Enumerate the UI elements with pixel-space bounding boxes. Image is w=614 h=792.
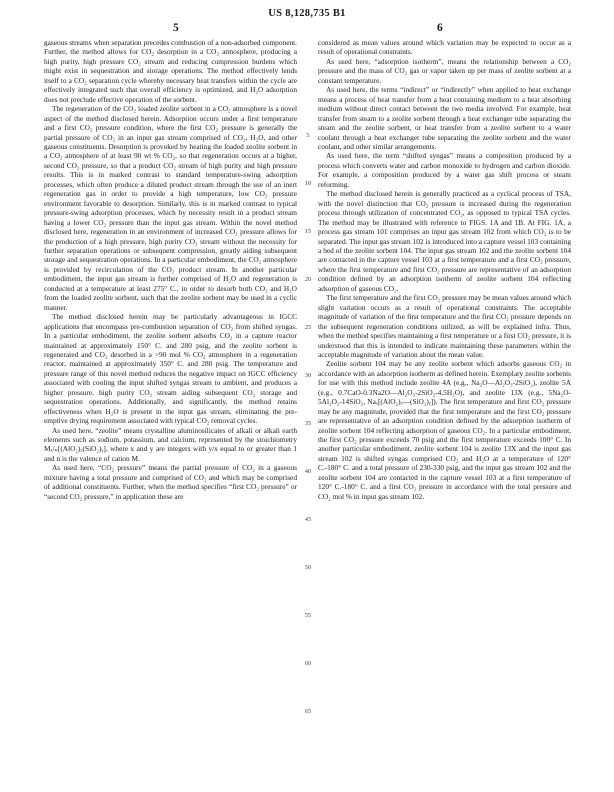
right-paragraph: The method disclosed herein is generally practiced as a cyclical process of TSA, with the novel distinction that CO₂ pressure is increased during the regeneration process through utilization of concentrated CO₂, as opposed to typical TSA cycles. The method may be illustrated with reference to FIGS. 1A and 1B. At FIG. 1A, a process gas stream 101 comprises an input gas stream 102 from which CO₂ is to be separated. The input gas stream 102 is introduced into a capture vessel 103 containing a bed of the zeolite sorbent 104. The input gas stream 102 and the zeolite sorbent 104 are contacted in the capture vessel 103 at a first temperature and a first CO₂ pressure, where the first temperature and first CO₂ pressure are representative of an adsorption condition defined by an adsorption isotherm of zeolite sorbent 104 reflecting adsorption of gaseous CO₂. (318, 189, 571, 293)
line-number: 55 (304, 612, 312, 619)
left-paragraph: The method disclosed herein may be particularly advantageous in IGCC applications that encompass pre-combustion separation of CO₂ from shifted syngas. In a particular embodiment, the zeolite sorbent adsorbs CO₂ in a capture reactor maintained at approximately 150° C. and 280 psig, and the zeolite sorbent is regenerated and CO₂ desorbed in a >90 mol % CO₂ atmosphere in a regeneration reactor, maintained at approximately 350° C. and 280 psig. The temperature and pressure range of this novel method reduces the negative impact on IGCC efficiency associated with cooling the input shifted syngas stream to ambient, and produces a higher pressure, high purity CO₂ stream aiding subsequent CO₂ storage and sequestration operations. Additionally, and significantly, the method retains effectiveness when H₂O is present in the input gas stream, eliminating the pre-emptive drying requirement associated with typical CO₂ removal cycles. (44, 312, 297, 426)
left-column (44, 38, 297, 778)
right-paragraph: As used here, the term “shifted syngas” means a composition produced by a process which converts water and carbon monoxide to hydrogen and carbon dioxide. For example, a composition produced by a water gas shift process or steam reforming. (318, 151, 571, 189)
line-number: 25 (304, 324, 312, 331)
line-number: 15 (304, 228, 312, 235)
right-paragraph: As used here, the terms “indirect” or “indirectly” when applied to heat exchange means a process of heat transfer from a heat containing medium to a heat absorbing medium without direct contact between the two media involved. For example, heat transfer from steam to a zeolite sorbent through a heat exchanger tube separating the steam and the zeolite sorbent, or heat transfer from a zeolite sorbent to a water coolant through a heat exchanger tube separating the zeolite sorbent and the water coolant, and other similar arrangements. (318, 85, 571, 151)
line-number: 65 (304, 708, 312, 715)
line-number-gutter (300, 38, 316, 778)
left-paragraph: The regeneration of the CO₂ loaded zeolite sorbent in a CO₂ atmosphere is a novel aspect of the method disclosed herein. Adsorption occurs under a first temperature and a first CO₂ pressure condition, where the first CO₂ pressure is generally the partial pressure of CO₂ in an input gas stream comprised of CO₂, H₂O, and other gaseous constituents. Desorption is provoked by heating the loaded zeolite sorbent in a CO₂ atmosphere of at least 90 wt % CO₂, so that regeneration occurs at a higher, second CO₂ pressure, so that a product CO₂ stream of high purity and high pressure results. This is in marked contrast to standard temperature-swing adsorption processes, which often produce a diluted product stream through the use of an inert regeneration gas in order to provide a high temperature, low CO₂ pressure environment favorable to desorption. Similarly, this is in marked contrast to typical pressure-swing adsorption processes, which by necessity result in a product stream having a lower CO₂ pressure than the input gas stream. Within the novel method disclosed here, regeneration in an environment of increased CO₂ pressure allows for the production of a high pressure, high purity CO₂ stream without the necessity for further separation operations or subsequent compression, greatly aiding subsequent storage and sequestration operations. In a particular embodiment, the CO₂ atmosphere is provided by recirculation of the CO₂ product stream. In another particular embodiment, the input gas stream is further comprised of H₂O and regeneration is conducted at a temperature at least 275° C., in order to desorb both CO₂ and H₂O from the loaded zeolite sorbent, such that the zeolite sorbent may be used in a cyclic manner. (44, 104, 297, 312)
line-number: 45 (304, 516, 312, 523)
left-paragraph: As used here, “CO₂ pressure” means the partial pressure of CO₂ in a gaseous mixture having a total pressure and comprised of CO₂ and which may be comprised of additional constituents. Further, when the method specifies “first CO₂ pressure” or “second CO₂ pressure,” in application these are (44, 463, 297, 501)
line-number: 30 (304, 372, 312, 379)
left-paragraph: gaseous streams when separation precedes combustion of a non-adsorbed component. Further, the method allows for CO₂ desorption in a CO₂ atmosphere, producing a high purity, high pressure CO₂ stream and reducing compression burdens which might exist in sequestration and storage operations. The method effectively lends itself to a CO₂ separation cycle whereby necessary heat transfers within the cycle are effectively integrated such that overall efficiency is optimized, and H₂O adsorption does not preclude effective operation of the sorbent. (44, 38, 297, 104)
right-paragraph: considered as mean values around which variation may be expected to occur as a result of operational constraints. (318, 38, 571, 57)
right-paragraph: As used here, “adsorption isotherm”, means the relationship between a CO₂ pressure and the mass of CO₂ gas or vapor taken up per mass of zeolite sorbent at a constant temperature. (318, 56, 571, 85)
line-number: 5 (306, 132, 310, 139)
left-paragraph: As used here, “zeolite” means crystalline aluminosilicates of alkali or alkali earth elements such as sodium, potassium, and calcium, represented by the stoichiometry Mₓ/ₙ[(AlO₂)ₓ(SiO₂)ᵧ], where x and y are integers with y/x equal to or greater than 1 and n is the valence of cation M. (44, 425, 297, 463)
right-paragraph: Zeolite sorbent 104 may be any zeolite sorbent which adsorbs gaseous CO₂ in accordance with an adsorption isotherm as defined herein. Exemplary zeolite sorbents for use with this method include zeolite 4A (e.g., Na₂O—Al₂O₃-2SiO₂), zeolite 5A (e.g., 0.7CaO-0.3Na2O—Al₂O₃-2SiO₂-4.5H₂O), and zeolite 13X (e.g., 5Na₂O-5Al₂O₃-14SiO₂, Naₓ[(AlO₂)ₓ—(SiO₂)ᵧ]). The first temperature and first CO₂ pressure may be any magnitude, provided that the first temperature and the first CO₂ pressure are representative of an adsorption condition defined by the adsorption isotherm of zeolite sorbent 104 reflecting adsorption of gaseous CO₂. In a particular embodiment, the first CO₂ pressure exceeds 70 psig and the first temperature exceeds 100° C. In another particular embodiment, zeolite sorbent 104 is zeolite 13X and the input gas stream 102 is shifted syngas comprised CO₂ and H₂O at a temperature of 120° C.-180° C. and a total pressure of 230-330 psig, and the input gas stream 102 and the zeolite sorbent 104 are contacted in the capture vessel 103 at a first temperature of 120° C.-180° C. and a first CO₂ pressure in accordance with the total pressure and CO₂ mol % in input gas stream 102. (318, 359, 571, 501)
line-number: 50 (304, 564, 312, 571)
page-number-right: 6 (437, 22, 443, 34)
line-number: 60 (304, 660, 312, 667)
patent-number: US 8,128,735 B1 (268, 8, 346, 19)
right-column (318, 38, 571, 778)
right-paragraph: The first temperature and the first CO₂ pressure may be mean values around which slight variation occurs as a result of operational constraints. The acceptable magnitude of variation of the first temperature and the first CO₂ pressure depends on the subsequent regeneration conditions utilized, as will be explained infra. Thus, when the method specifies maintaining a first temperature or a first CO₂ pressure, it is understood that this is intended to indicate maintaining these parameters within the acceptable magnitude of variation about the mean value. (318, 293, 571, 359)
line-number: 10 (304, 180, 312, 187)
line-number: 20 (304, 276, 312, 283)
line-number: 40 (304, 468, 312, 475)
page-number-left: 5 (173, 22, 179, 34)
line-number: 35 (304, 420, 312, 427)
